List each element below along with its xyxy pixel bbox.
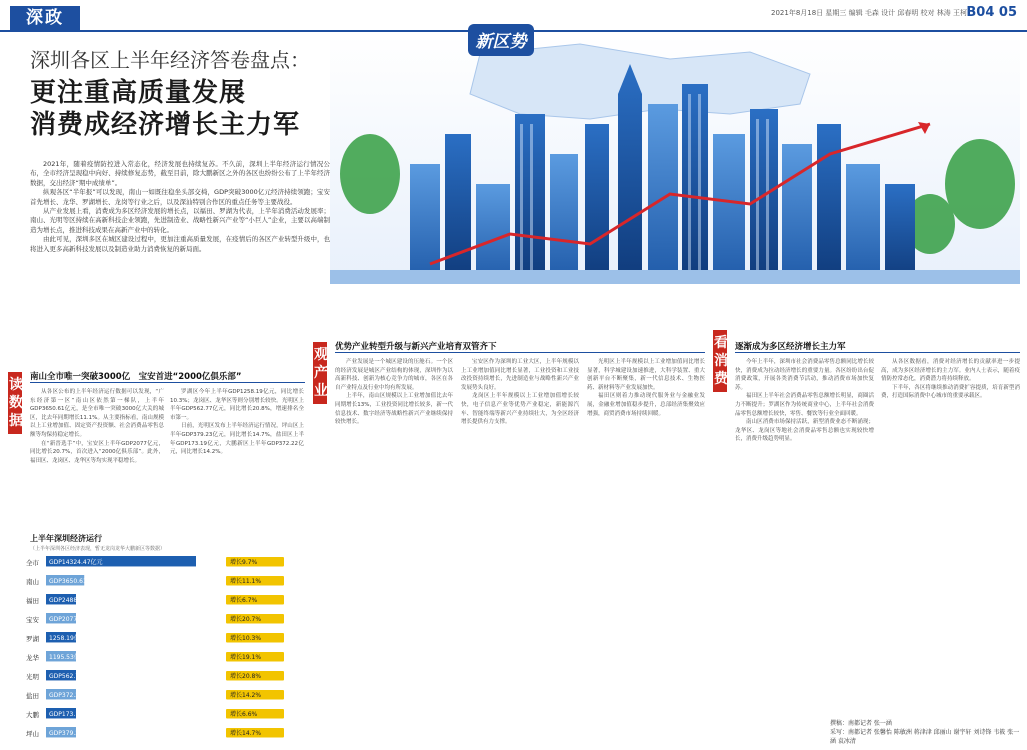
chart-growth-label: 增长20.7%: [230, 616, 262, 624]
section-title-industry: 优势产业转型升级与新兴产业培育双管齐下: [335, 342, 497, 352]
chart-subtitle: （上半年深圳各区经济表现，暂无龙岗龙华大鹏新区等数据）: [30, 546, 166, 552]
headline-line-2: 消费成经济增长主力军: [30, 110, 301, 140]
lead-paragraph: 纵观各区“半年报”可以发现，南山一如既往稳坐头部交椅，GDP突破3000亿元经济持续领跑；宝安首先增长、龙华、罗湖增长、龙岗等行业之后，以及深汕特别合作区的重点任务等主要战役。: [30, 188, 330, 206]
text-column: [881, 358, 1020, 713]
section-body-consumption: [735, 358, 1020, 713]
text-column: [30, 388, 164, 528]
chart-category-label: 南山: [26, 577, 39, 586]
chart-category-label: 全市: [26, 558, 39, 567]
chart-growth-label: 增长14.2%: [230, 692, 262, 700]
paragraph: 龙岗区上半年规模以上工业增加值增长较快，电子信息产业等优势产业稳定，新能源汽车、智能终端等新兴产业持续壮大，为全区经济增长提供有力支撑。: [461, 393, 579, 426]
paragraph: 罗湖区今年上半年GDP1258.19亿元，同比增长10.3%；龙岗区、龙华区等则分别增长较快。光明区上半年GDP562.77亿元，同比增长20.8%，增速排名全市第一。: [170, 389, 304, 421]
headline-line-1: 更注重高质量发展: [30, 78, 247, 108]
paragraph: 产业发展是一个城区建设的压舱石。一个区的经济发展是城区产业结构的体现，深圳作为以高新科技、创新为核心竞争力的城市，各区在各自产业特点及行业中均有所发展。: [335, 359, 453, 391]
chart-growth-label: 增长10.3%: [230, 635, 262, 643]
byline-writer: 撰稿：南都记者 张一涵: [830, 720, 892, 727]
header-info: 2021年8月18日 星期三 编辑 毛森 设计 邱春明 校对 林涛 王柯: [771, 9, 967, 17]
badge-text: 新区势: [475, 32, 527, 52]
lead-paragraph: 由此可见，深圳多区在城区建设过程中，更加注重高质量发展，在疫情后的各区产业转型升级中，也将进入更多高新科技发展以及制造业助力消费恢复的新局面。: [30, 235, 330, 253]
chart-value-label: GDP3650.61亿元: [49, 577, 99, 585]
paragraph: 宝安区作为深圳的工业大区，上半年规模以上工业增加值同比增长显著，工业投资和工业技改投资持续增长，先进制造业与战略性新兴产业发展势头良好。: [461, 359, 579, 391]
paragraph: 从各区数据看，消费对经济增长的贡献率进一步提高，成为多区经济增长的主力军。业内人士表示，随着疫情防控常态化，消费潜力将持续释放。: [881, 359, 1020, 383]
chart-category-label: 盐田: [26, 691, 39, 700]
chart-growth-label: 增长6.7%: [230, 597, 258, 605]
paragraph: 南山区消费市场保持活跃，新型消费业态不断涌现；龙华区、龙岗区等地社会消费品零售总额也实现较快增长，消费升级趋势明显。: [735, 419, 874, 443]
chart-category-label: 光明: [26, 672, 39, 681]
paragraph: 从各区公布的上半年经济运行数据可以发现，“广东经济第一区”南山区依然第一梯队，上半年GDP3650.61亿元，是全市唯一突破3000亿大关的城区，比去年同期增长11.1%。从主要指标看，南山规模以上工业增加值、固定资产投资额、社会消费品零售总额等均保持稳定增长。: [30, 389, 164, 438]
chart-growth-label: 增长19.1%: [230, 654, 262, 662]
section-label-industry: 观产业: [313, 342, 327, 404]
section-label-consumption: 看消费: [713, 330, 727, 392]
chart-growth-label: 增长9.7%: [230, 559, 258, 567]
chart-category-label: 宝安: [26, 615, 39, 624]
text-column: [170, 388, 304, 528]
section-title-data: 南山全市唯一突破3000亿 宝安首进“2000亿俱乐部”: [30, 372, 242, 382]
paragraph: 光明区上半年规模以上工业增加值同比增长显著，科学城建设加速推进，大科学装置、重大创新平台不断聚集，新一代信息技术、生物医药、新材料等产业发展加快。: [587, 359, 705, 391]
lead-text: [30, 160, 330, 254]
text-column: [335, 358, 453, 743]
chart-category-label: 罗湖: [26, 634, 39, 643]
chart-category-label: 福田: [26, 596, 39, 605]
section-body-data: [30, 388, 305, 528]
city-skyline-illustration: [330, 34, 1020, 284]
headline-kicker: 深圳各区上半年经济答卷盘点：: [30, 48, 310, 72]
chart-growth-label: 增长14.7%: [230, 730, 262, 738]
text-column: [587, 358, 705, 743]
chart-category-label: 大鹏: [26, 710, 39, 719]
byline-team: 采写：南都记者 张馨怡 陈敏洲 蒋津津 邱丽山 谢宇轩 刘诗锋 韦筱 张一涵 袁冰清: [830, 729, 1020, 745]
chart-growth-label: 增长20.8%: [230, 673, 262, 681]
paragraph: 日前，光明区发布上半年经济运行情况，坪山区上半年GDP379.23亿元，同比增长14.7%，盐田区上半年GDP173.19亿元，大鹏新区上半年GDP372.22亿元，同比增长14.2%。: [170, 423, 304, 456]
paragraph: 福田区上半年社会消费品零售总额增长明显，商圈活力不断提升；罗湖区作为传统商业中心，上半年社会消费品零售总额增长较快，零售、餐饮等行业全面回暖。: [735, 393, 874, 417]
section-label-data: 读数据: [8, 372, 22, 434]
chart-growth-label: 增长6.6%: [230, 711, 258, 719]
chart-value-label: GDP379.23亿元: [49, 729, 95, 737]
page-number: B04 05: [966, 5, 1017, 20]
chart-value-label: GDP372.22亿元: [49, 691, 95, 699]
chart-title: 上半年深圳经济运行: [30, 534, 102, 543]
byline: [830, 719, 1020, 746]
lead-paragraph: 2021年，随着疫情防控进入常态化，经济发展也持续复苏。不久前，深圳上半年经济运行情况公布，全市经济呈现稳中向好、持续修复态势，截至目前，除大鹏新区之外的各区也纷纷公布了上半年经济数据，交出经济“期中成绩单”。: [30, 160, 330, 187]
chart-value-label: GDP2488.37亿元: [49, 596, 99, 604]
section-title-consumption: 逐渐成为多区经济增长主力军: [735, 342, 846, 352]
section-body-industry: [335, 358, 705, 743]
paragraph: 上半年，南山区规模以上工业增加值比去年同期增长13%，工业投资同比增长较多，新一代信息技术、数字经济等战略性新兴产业继续保持较快增长。: [335, 393, 453, 426]
paragraph: 下半年，各区将继续推动消费扩容提质，培育新型消费，打造国际消费中心城市的重要承载区。: [881, 384, 1020, 400]
chart-category-label: 龙华: [26, 653, 39, 662]
chart-growth-label: 增长11.1%: [230, 578, 262, 586]
lead-paragraph: 从产业发展上看，消费成为多区经济发展的增长点，以福田、罗湖为代表，上半年消费活动发展率；南山、光明等区持续在高新科技企业领跑，先进制造业、战略性新兴产业等“小巨人”企业，主要以高端制造为增长点，推进科技成果在高新产业中的转化。: [30, 207, 330, 234]
section-rule: [335, 352, 705, 353]
chart-value-label: GDP2077亿元: [49, 615, 90, 623]
chart-value-label: GDP173.19亿元: [49, 710, 95, 718]
section-rule: [735, 352, 1020, 353]
text-column: [461, 358, 579, 743]
chart-value-label: GDP14324.47亿元: [49, 558, 103, 566]
chart-value-label: 1258.19亿元: [49, 634, 86, 642]
gdp-bar-chart: [26, 553, 306, 743]
chart-value-label: GDP562.77亿元: [49, 672, 95, 680]
paragraph: 在“新晋选手”中，宝安区上半年GDP2077亿元，同比增长20.7%，首次进入“2000亿俱乐部”。此外，福田区、龙岗区、龙华区等均实现平稳增长。: [30, 440, 164, 464]
paragraph: 福田区则着力推动现代服务业与金融业发展，金融业增加值稳步提升，总部经济集聚效应增强，商贸消费市场持续回暖。: [587, 393, 705, 417]
section-rule: [30, 382, 305, 383]
text-column: [735, 358, 874, 713]
section-tag: 深政: [10, 6, 80, 30]
chart-value-label: 1195.53亿元: [49, 653, 86, 661]
chart-category-label: 坪山: [26, 729, 39, 738]
paragraph: 今年上半年，深圳市社会消费品零售总额同比增长较快，消费成为拉动经济增长的重要力量。各区纷纷出台促消费政策，开展各类消费节活动，推动消费市场加快复苏。: [735, 359, 874, 391]
section-badge-logo: [466, 20, 536, 60]
